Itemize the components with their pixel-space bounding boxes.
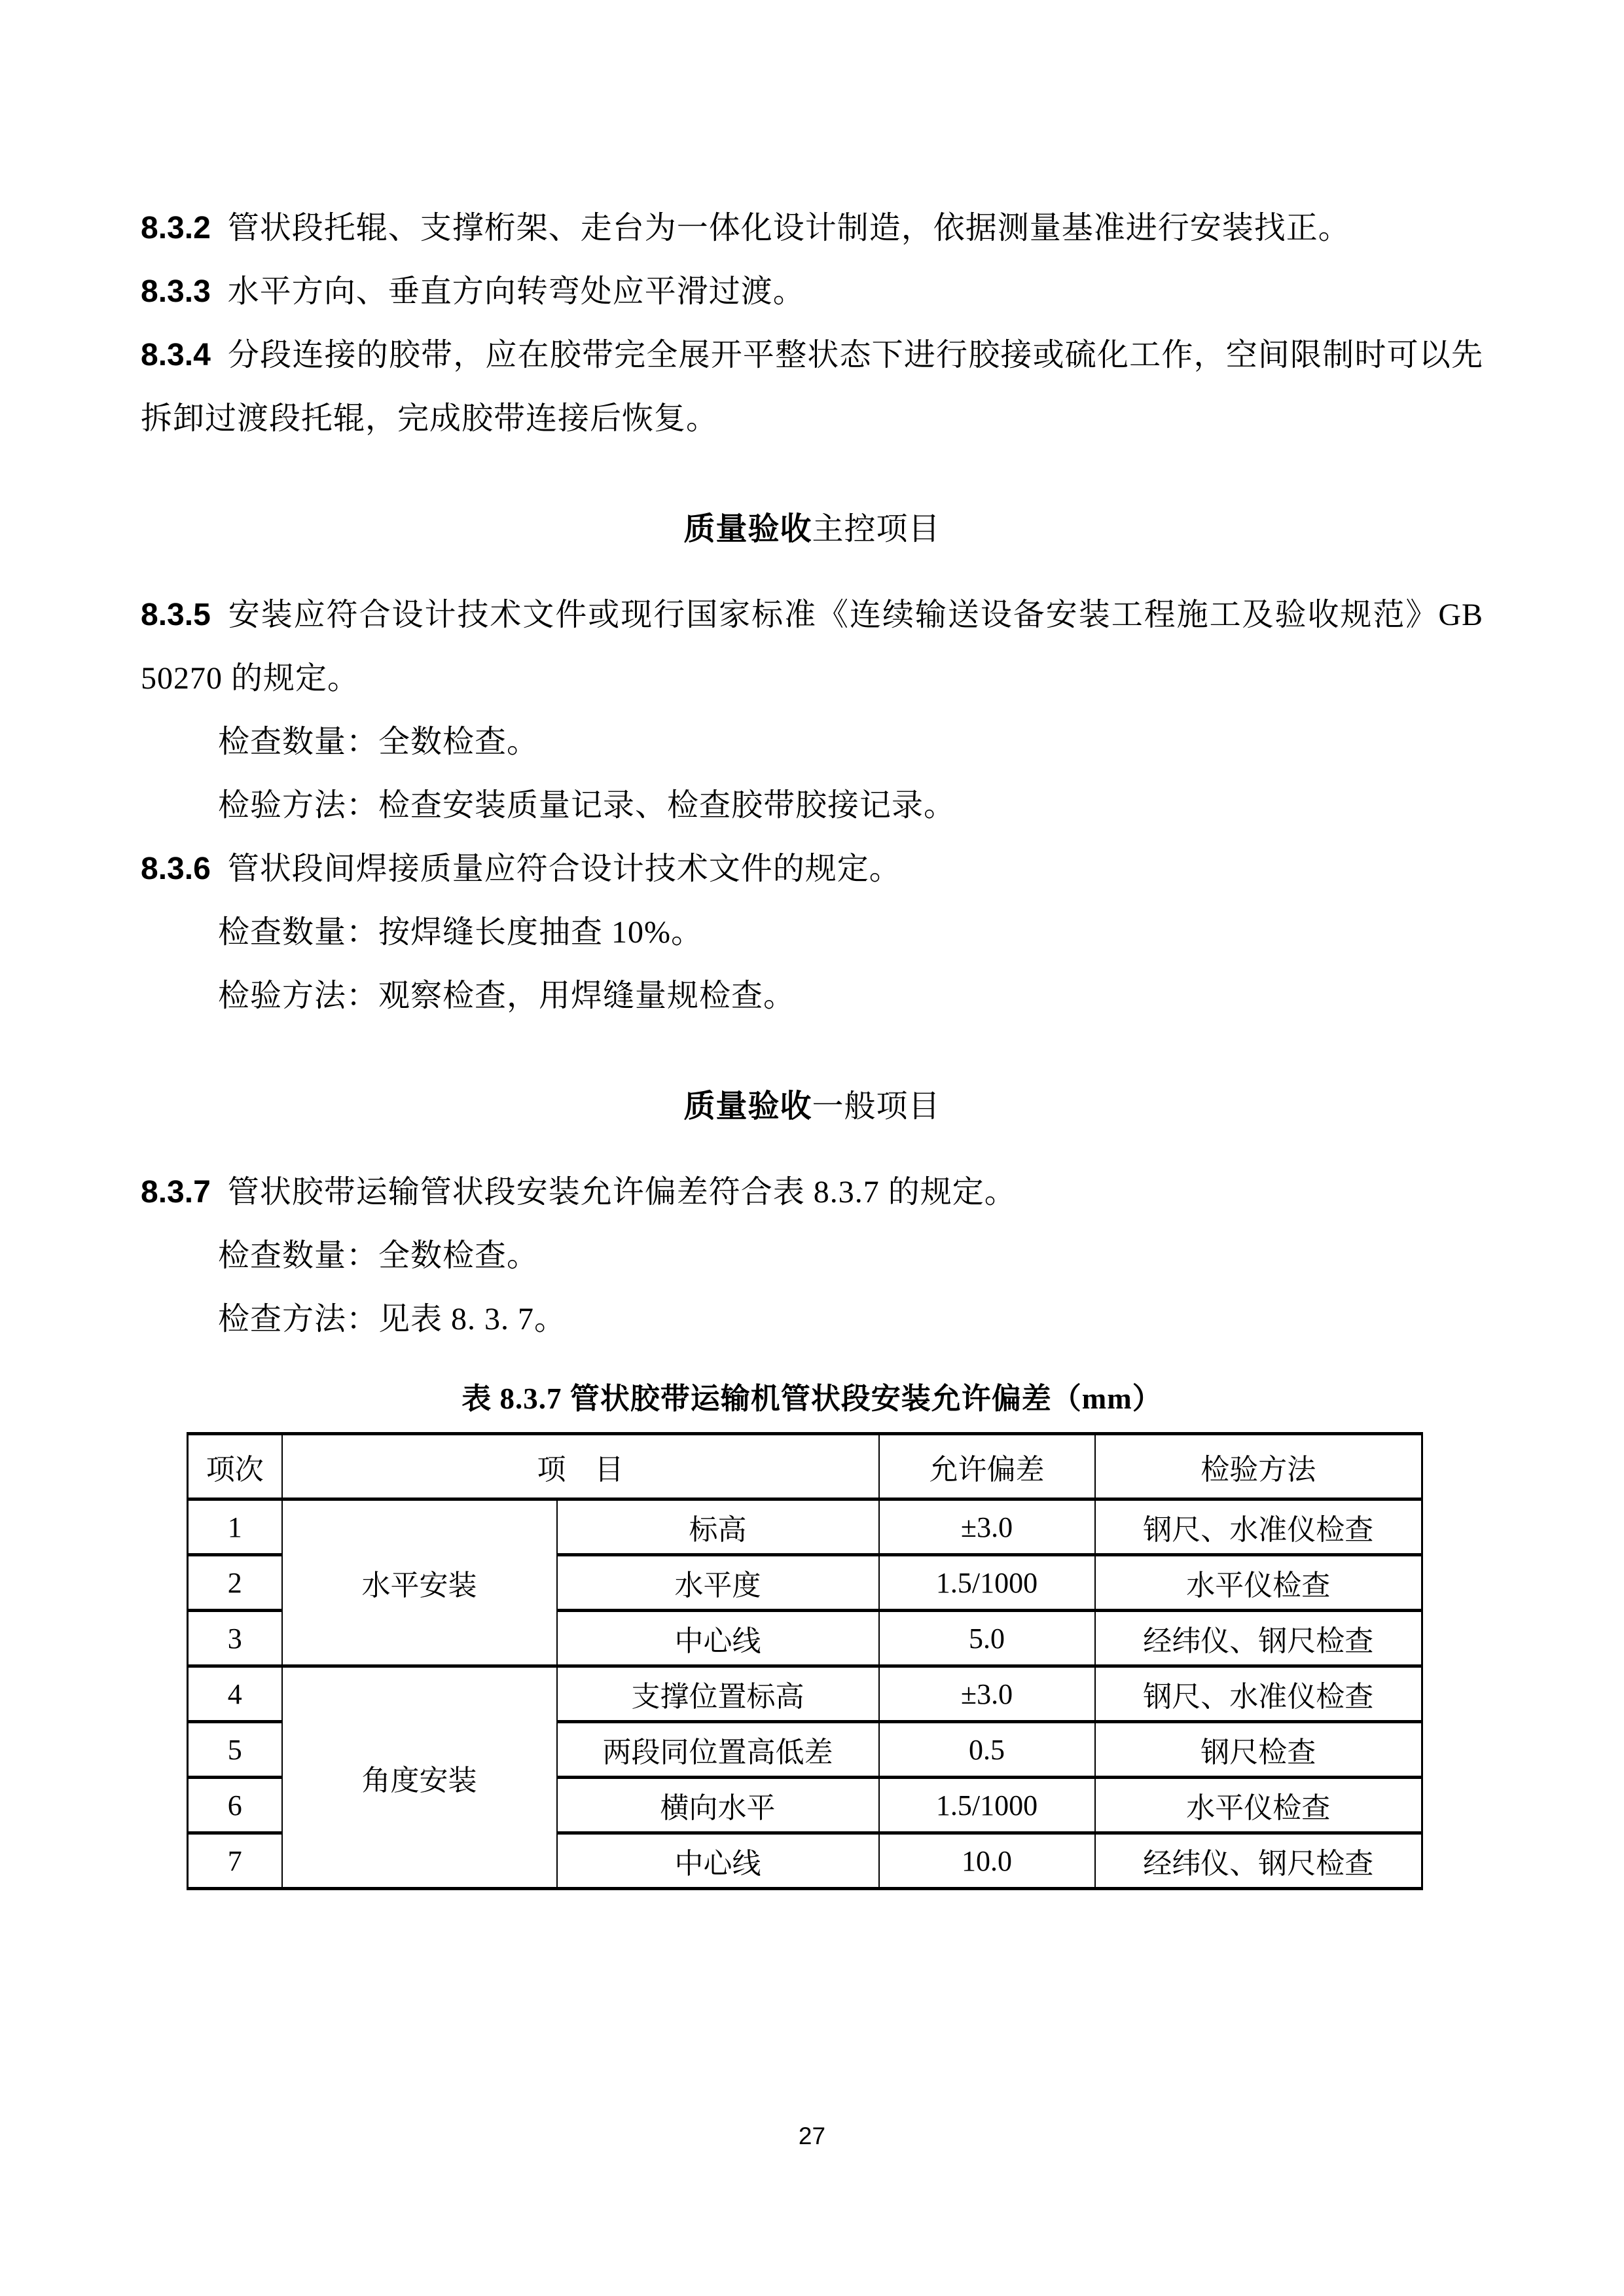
check-method-note: 检查方法：见表 8. 3. 7。 bbox=[218, 1302, 567, 1336]
clause-number: 8.3.3 bbox=[141, 274, 211, 309]
clause-8-3-4 bbox=[141, 323, 1483, 450]
cell-method: 钢尺检查 bbox=[1095, 1722, 1422, 1778]
clause-text: 分段连接的胶带，应在胶带完全展开平整状态下进行胶接或硫化工作，空间限制时可以先拆卸过渡段托辊，完成胶带连接后恢复。 bbox=[141, 338, 1483, 436]
column-header-index: 项次 bbox=[188, 1434, 282, 1499]
cell-tolerance: 1.5/1000 bbox=[879, 1555, 1095, 1611]
clause-8-3-7 bbox=[141, 1160, 1483, 1224]
clause-text: 安装应符合设计技术文件或现行国家标准《连续输送设备安装工程施工及验收规范》GB 50270 的规定。 bbox=[141, 598, 1483, 696]
table-title: 表 8.3.7 管状胶带运输机管状段安装允许偏差（mm） bbox=[461, 1382, 1163, 1415]
column-header-method: 检验方法 bbox=[1095, 1434, 1422, 1499]
heading-bold-part: 质量验收 bbox=[683, 1089, 812, 1124]
cell-item: 中心线 bbox=[557, 1611, 879, 1666]
cell-tolerance: 1.5/1000 bbox=[879, 1778, 1095, 1833]
cell-item: 水平度 bbox=[557, 1555, 879, 1611]
heading-normal-part: 一般项目 bbox=[812, 1089, 941, 1124]
cell-tolerance: 5.0 bbox=[879, 1611, 1095, 1666]
clause-8-3-3 bbox=[141, 260, 1483, 323]
cell-method: 钢尺、水准仪检查 bbox=[1095, 1666, 1422, 1722]
cell-method: 水平仪检查 bbox=[1095, 1778, 1422, 1833]
tolerance-table bbox=[187, 1432, 1423, 1890]
table-row bbox=[188, 1499, 1422, 1555]
cell-item: 中心线 bbox=[557, 1833, 879, 1889]
table-header-row bbox=[188, 1434, 1422, 1499]
cell-method: 经纬仪、钢尺检查 bbox=[1095, 1611, 1422, 1666]
cell-method: 钢尺、水准仪检查 bbox=[1095, 1499, 1422, 1555]
cell-method: 水平仪检查 bbox=[1095, 1555, 1422, 1611]
cell-row-number: 6 bbox=[188, 1778, 282, 1833]
check-quantity-note: 检查数量：按焊缝长度抽查 10%。 bbox=[218, 915, 703, 950]
check-quantity-note: 检查数量：全数检查。 bbox=[218, 1238, 539, 1273]
page-number: 27 bbox=[798, 2123, 826, 2149]
clause-number: 8.3.5 bbox=[141, 598, 211, 632]
clause-text: 管状段托辊、支撑桁架、走台为一体化设计制造，依据测量基准进行安装找正。 bbox=[227, 211, 1350, 245]
check-method-note: 检验方法：检查安装质量记录、检查胶带胶接记录。 bbox=[218, 788, 956, 823]
cell-row-number: 2 bbox=[188, 1555, 282, 1611]
cell-item: 标高 bbox=[557, 1499, 879, 1555]
cell-row-number: 1 bbox=[188, 1499, 282, 1555]
clause-number: 8.3.7 bbox=[141, 1175, 211, 1210]
check-method-note: 检验方法：观察检查，用焊缝量规检查。 bbox=[218, 978, 796, 1013]
clause-8-3-2 bbox=[141, 196, 1483, 260]
clause-number: 8.3.6 bbox=[141, 852, 211, 886]
clause-8-3-5 bbox=[141, 583, 1483, 710]
clause-number: 8.3.4 bbox=[141, 338, 211, 372]
cell-row-number: 4 bbox=[188, 1666, 282, 1722]
clause-8-3-6 bbox=[141, 837, 1483, 901]
heading-normal-part: 主控项目 bbox=[812, 512, 941, 547]
clause-text: 管状胶带运输管状段安装允许偏差符合表 8.3.7 的规定。 bbox=[227, 1175, 1017, 1210]
cell-group-angle-install: 角度安装 bbox=[282, 1666, 557, 1889]
cell-row-number: 3 bbox=[188, 1611, 282, 1666]
clause-text: 水平方向、垂直方向转弯处应平滑过渡。 bbox=[227, 274, 805, 309]
check-quantity-note: 检查数量：全数检查。 bbox=[218, 725, 539, 759]
document-body bbox=[141, 196, 1483, 1890]
clause-number: 8.3.2 bbox=[141, 211, 211, 245]
cell-tolerance: 0.5 bbox=[879, 1722, 1095, 1778]
table-row bbox=[188, 1666, 1422, 1722]
cell-item: 支撑位置标高 bbox=[557, 1666, 879, 1722]
section-heading-main-control-items bbox=[141, 497, 1483, 561]
heading-bold-part: 质量验收 bbox=[683, 512, 812, 547]
cell-group-horizontal-install: 水平安装 bbox=[282, 1499, 557, 1666]
cell-item: 两段同位置高低差 bbox=[557, 1722, 879, 1778]
cell-tolerance: 10.0 bbox=[879, 1833, 1095, 1889]
cell-item: 横向水平 bbox=[557, 1778, 879, 1833]
cell-tolerance: ±3.0 bbox=[879, 1666, 1095, 1722]
section-heading-general-items bbox=[141, 1075, 1483, 1138]
clause-text: 管状段间焊接质量应符合设计技术文件的规定。 bbox=[227, 852, 901, 886]
cell-tolerance: ±3.0 bbox=[879, 1499, 1095, 1555]
cell-row-number: 5 bbox=[188, 1722, 282, 1778]
cell-row-number: 7 bbox=[188, 1833, 282, 1889]
cell-method: 经纬仪、钢尺检查 bbox=[1095, 1833, 1422, 1889]
column-header-item: 项 目 bbox=[282, 1434, 879, 1499]
column-header-tolerance: 允许偏差 bbox=[879, 1434, 1095, 1499]
